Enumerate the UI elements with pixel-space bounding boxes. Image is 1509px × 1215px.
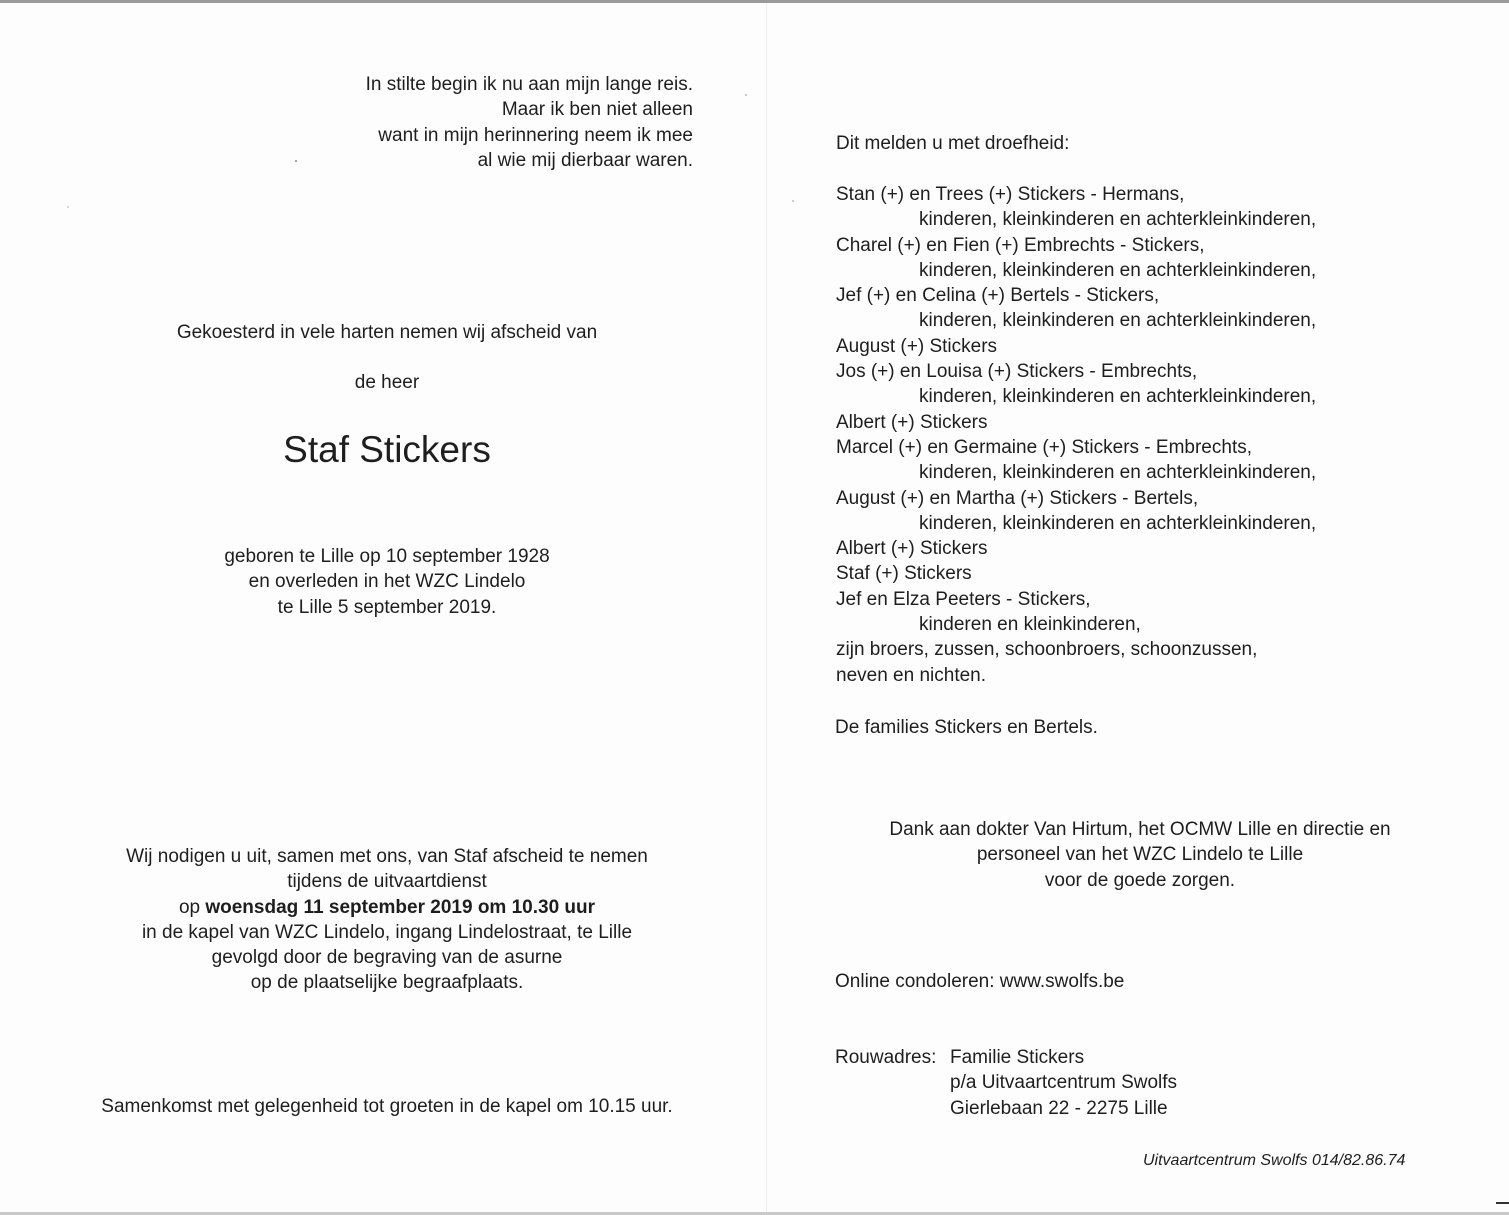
invitation-date-line — [57, 895, 717, 920]
invitation-line: in de kapel van WZC Lindelo, ingang Lindelostraat, te Lille — [141, 921, 633, 943]
thanks-line: personeel van het WZC Lindelo te Lille — [976, 844, 1304, 866]
family-member-line: Albert (+) Stickers — [836, 411, 988, 433]
poem-line: Maar ik ben niet alleen — [501, 99, 693, 121]
intro-text: Gekoesterd in vele harten nemen wij afscheid van — [176, 322, 598, 343]
invitation-line: Wij nodigen u uit, samen met ons, van Staf afscheid te nemen — [126, 846, 648, 867]
family-member-line: Stan (+) en Trees (+) Stickers - Hermans, — [836, 184, 1185, 205]
birth-death-line: en overleden in het WZC Lindelo — [248, 571, 526, 593]
birth-death-line: geboren te Lille op 10 september 1928 — [224, 546, 550, 567]
scan-speck — [295, 160, 297, 162]
thanks-note — [840, 817, 1440, 893]
family-member-line: August (+) en Martha (+) Stickers - Bertels, — [836, 487, 1199, 509]
family-member-line: August (+) Stickers — [836, 335, 998, 357]
family-list — [836, 182, 1316, 688]
address-line: p/a Uitvaartcentrum Swolfs — [950, 1072, 1178, 1094]
family-member-line: Jef (+) en Celina (+) Bertels - Stickers, — [836, 285, 1160, 307]
family-member-line: zijn broers, zussen, schoonbroers, schoonzussen, — [836, 639, 1258, 661]
families-line: De families Stickers en Bertels. — [835, 717, 1098, 738]
address-line: Familie Stickers — [950, 1047, 1085, 1068]
thanks-line: voor de goede zorgen. — [1044, 869, 1236, 891]
scan-top-edge — [0, 0, 1509, 3]
invitation-line: tijdens de uitvaartdienst — [287, 871, 487, 893]
scan-speck — [745, 94, 747, 96]
gathering-note: Samenkomst met gelegenheid tot groeten in de kapel om 10.15 uur. — [101, 1096, 673, 1117]
deceased-name: Staf Stickers — [283, 429, 491, 470]
family-member-line: Albert (+) Stickers — [836, 538, 988, 560]
address-label: Rouwadres: — [835, 1047, 937, 1068]
scan-edge-mark — [1496, 1202, 1509, 1204]
scan-speck — [792, 200, 794, 202]
poem-line: In stilte begin ik nu aan mijn lange reis. — [365, 74, 693, 95]
address-line: Gierlebaan 22 - 2275 Lille — [950, 1097, 1168, 1119]
family-descendants-line: kinderen, kleinkinderen en achterkleinkinderen, — [919, 310, 1317, 332]
poem-line: want in mijn herinnering neem ik mee — [378, 124, 693, 146]
announcement-heading: Dit melden u met droefheid: — [836, 133, 1070, 154]
invitation-date-prefix: op — [178, 896, 206, 918]
family-member-line: Staf (+) Stickers — [836, 563, 972, 585]
birth-death-info — [87, 544, 687, 620]
online-condolence: Online condoleren: www.swolfs.be — [835, 971, 1125, 992]
funeral-invitation — [57, 844, 717, 996]
poem-line: al wie mij dierbaar waren. — [477, 149, 693, 171]
family-member-line: neven en nichten. — [836, 664, 987, 686]
address-block — [950, 1045, 1177, 1121]
family-member-line: Jef en Elza Peeters - Stickers, — [836, 588, 1091, 610]
card-fold-line — [766, 3, 767, 1212]
family-member-line: Marcel (+) en Germaine (+) Stickers - Embrechts, — [836, 436, 1252, 458]
thanks-line: Dank aan dokter Van Hirtum, het OCMW Lille en directie en — [889, 819, 1391, 840]
salutation: de heer — [354, 372, 420, 393]
family-descendants-line: kinderen en kleinkinderen, — [919, 614, 1141, 636]
funeral-home-credit: Uitvaartcentrum Swolfs 014/82.86.74 — [1143, 1152, 1406, 1169]
birth-death-line: te Lille 5 september 2019. — [277, 596, 497, 618]
invitation-line: op de plaatselijke begraafplaats. — [250, 972, 524, 994]
invitation-line: gevolgd door de begraving van de asurne — [211, 947, 563, 969]
family-member-line: Charel (+) en Fien (+) Embrechts - Stickers, — [836, 234, 1205, 256]
family-descendants-line: kinderen, kleinkinderen en achterkleinkinderen, — [919, 462, 1317, 484]
funeral-date-time: woensdag 11 september 2019 om 10.30 uur — [205, 896, 596, 918]
family-descendants-line: kinderen, kleinkinderen en achterkleinkinderen, — [919, 386, 1317, 408]
family-member-line: Jos (+) en Louisa (+) Stickers - Embrechts, — [836, 361, 1198, 383]
poem — [300, 72, 693, 173]
family-descendants-line: kinderen, kleinkinderen en achterkleinkinderen, — [919, 259, 1317, 281]
scan-speck — [67, 206, 69, 208]
family-descendants-line: kinderen, kleinkinderen en achterkleinkinderen, — [919, 209, 1317, 231]
family-descendants-line: kinderen, kleinkinderen en achterkleinkinderen, — [919, 512, 1317, 534]
